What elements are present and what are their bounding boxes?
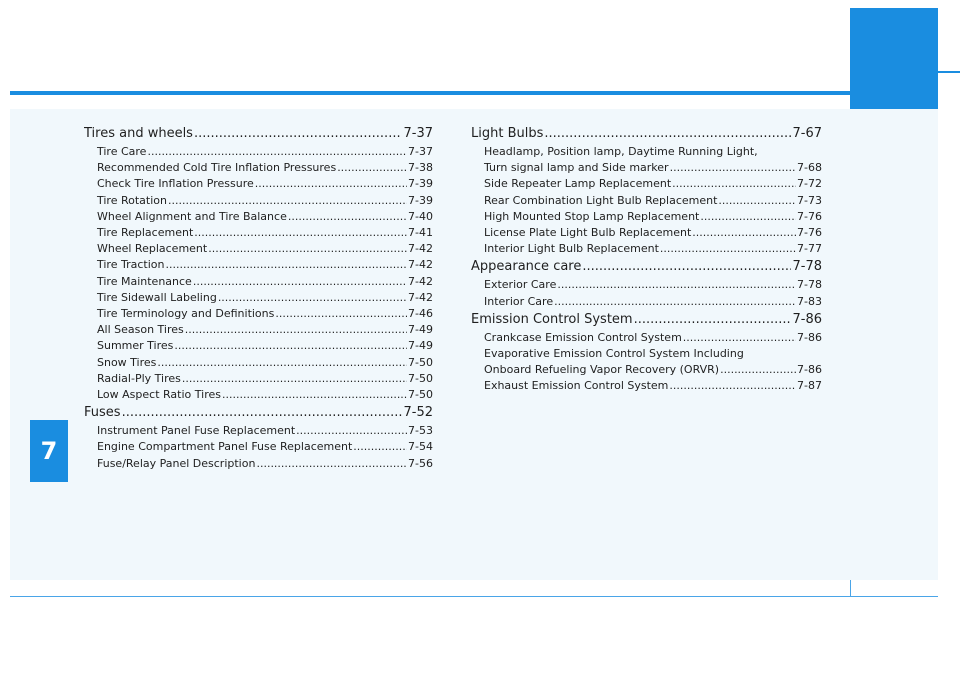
toc-entry[interactable] bbox=[471, 209, 822, 225]
toc-page-number: 7-42 bbox=[408, 274, 433, 288]
toc-leader-dots bbox=[222, 387, 407, 403]
toc-title: Exterior Care bbox=[484, 278, 557, 292]
toc-title: Tire Care bbox=[97, 145, 147, 158]
chapter-tab[interactable] bbox=[30, 420, 68, 482]
toc-entry[interactable] bbox=[84, 290, 433, 306]
toc-page-number: 7-49 bbox=[408, 339, 433, 353]
toc-title: Tire Maintenance bbox=[97, 274, 192, 288]
toc-leader-dots bbox=[194, 225, 407, 241]
toc-leader-dots bbox=[544, 124, 791, 144]
toc-page-number: 7-78 bbox=[797, 278, 822, 292]
toc-leader-dots bbox=[122, 403, 403, 423]
toc-leader-dots bbox=[147, 144, 407, 160]
toc-title: Engine Compartment Panel Fuse Replacement bbox=[97, 440, 353, 454]
toc-page-number: 7-68 bbox=[797, 161, 822, 175]
toc-entry[interactable] bbox=[84, 306, 433, 322]
toc-leader-dots bbox=[208, 241, 407, 257]
toc-leader-dots bbox=[554, 294, 796, 310]
toc-title: Snow Tires bbox=[97, 355, 157, 369]
toc-page-number: 7-42 bbox=[408, 290, 433, 304]
toc-page-number: 7-76 bbox=[797, 209, 822, 223]
toc-entry[interactable] bbox=[471, 277, 822, 293]
toc-section[interactable] bbox=[471, 310, 822, 330]
toc-title: Tire Terminology and Definitions bbox=[97, 307, 275, 321]
toc-entry[interactable] bbox=[84, 257, 433, 273]
toc-page-number: 7-72 bbox=[797, 177, 822, 191]
toc-page-number: 7-39 bbox=[408, 177, 433, 191]
toc-page-number: 7-50 bbox=[408, 388, 433, 402]
toc-entry[interactable] bbox=[471, 378, 822, 394]
toc-leader-dots bbox=[660, 241, 796, 257]
toc-leader-dots bbox=[275, 306, 407, 322]
toc-entry-continued[interactable]: Headlamp, Position lamp, Daytime Running Light, bbox=[484, 145, 758, 158]
toc-title: Appearance care bbox=[471, 259, 582, 275]
toc-entry[interactable] bbox=[84, 241, 433, 257]
toc-entry[interactable] bbox=[84, 209, 433, 225]
toc-leader-dots bbox=[168, 193, 407, 209]
toc-title: Tires and wheels bbox=[84, 126, 193, 141]
toc-page-number: 7-73 bbox=[797, 193, 822, 207]
toc-leader-dots bbox=[672, 176, 796, 192]
toc-title: Check Tire Inflation Pressure bbox=[97, 177, 254, 191]
toc-leader-dots bbox=[296, 423, 407, 439]
toc-title: Wheel Alignment and Tire Balance bbox=[97, 209, 287, 223]
toc-leader-dots bbox=[718, 193, 796, 209]
header-rule-right bbox=[938, 71, 960, 73]
toc-page-number: 7-42 bbox=[408, 258, 433, 272]
toc-title: Interior Light Bulb Replacement bbox=[484, 242, 659, 256]
toc-title: Tire Traction bbox=[97, 258, 165, 272]
toc-leader-dots bbox=[157, 355, 407, 371]
chapter-number: 7 bbox=[40, 437, 58, 465]
toc-page-number: 7-39 bbox=[408, 193, 433, 207]
toc-leader-dots bbox=[218, 290, 407, 306]
toc-leader-dots bbox=[337, 160, 407, 176]
toc-title: Tire Rotation bbox=[97, 193, 167, 207]
toc-leader-dots bbox=[557, 277, 796, 293]
toc-entry[interactable] bbox=[471, 362, 822, 378]
toc-entry[interactable] bbox=[471, 176, 822, 192]
toc-entry[interactable] bbox=[471, 225, 822, 241]
toc-entry-continued[interactable]: Evaporative Emission Control System Including bbox=[484, 347, 744, 361]
toc-page-number: 7-86 bbox=[797, 363, 822, 377]
toc-title: Exhaust Emission Control System bbox=[484, 379, 669, 393]
toc-entry[interactable] bbox=[84, 176, 433, 192]
toc-page-number: 7-86 bbox=[797, 330, 822, 344]
toc-title: All Season Tires bbox=[97, 323, 184, 337]
toc-entry[interactable] bbox=[84, 423, 433, 439]
toc-title: Fuse/Relay Panel Description bbox=[97, 456, 256, 470]
toc-title: Summer Tires bbox=[97, 339, 174, 353]
toc-title: Rear Combination Light Bulb Replacement bbox=[484, 193, 718, 207]
toc-page-number: 7-53 bbox=[408, 424, 433, 438]
toc-page-number: 7-86 bbox=[792, 311, 822, 327]
toc-leader-dots bbox=[700, 209, 796, 225]
toc-title: Light Bulbs bbox=[471, 126, 544, 141]
toc-title: Onboard Refueling Vapor Recovery (ORVR) bbox=[484, 363, 720, 377]
toc-leader-dots bbox=[634, 310, 792, 330]
toc-title: Low Aspect Ratio Tires bbox=[97, 388, 221, 402]
toc-title: High Mounted Stop Lamp Replacement bbox=[484, 209, 700, 223]
toc-title: Emission Control System bbox=[471, 311, 633, 327]
toc-leader-dots bbox=[185, 322, 407, 338]
toc-page-number: 7-50 bbox=[408, 371, 433, 385]
toc-leader-dots bbox=[288, 209, 407, 225]
toc-title: Turn signal lamp and Side marker bbox=[484, 161, 669, 175]
toc-leader-dots bbox=[256, 456, 407, 472]
toc-leader-dots bbox=[692, 225, 796, 241]
toc-leader-dots bbox=[194, 124, 403, 144]
toc-page-number: 7-46 bbox=[408, 307, 433, 321]
toc-section[interactable] bbox=[84, 403, 433, 423]
toc-page-number: 7-76 bbox=[797, 226, 822, 240]
toc-title: Crankcase Emission Control System bbox=[484, 330, 682, 344]
toc-entry[interactable] bbox=[471, 330, 822, 346]
toc-title: Fuses bbox=[84, 405, 121, 421]
toc-entry[interactable] bbox=[84, 439, 433, 455]
toc-entry[interactable] bbox=[84, 144, 433, 160]
toc-leader-dots bbox=[255, 176, 407, 192]
toc-title: Wheel Replacement bbox=[97, 242, 208, 256]
toc-page-number: 7-78 bbox=[792, 259, 822, 275]
toc-title: License Plate Light Bulb Replacement bbox=[484, 226, 692, 240]
toc-leader-dots bbox=[582, 257, 791, 277]
toc-entry[interactable] bbox=[471, 193, 822, 209]
corner-color-block bbox=[850, 8, 938, 109]
toc-page-number: 7-41 bbox=[408, 226, 433, 240]
toc-leader-dots bbox=[353, 439, 407, 455]
toc-page-number: 7-67 bbox=[792, 126, 822, 141]
toc-title: Recommended Cold Tire Inflation Pressures bbox=[97, 161, 337, 175]
toc-entry[interactable] bbox=[84, 338, 433, 354]
toc-page-number: 7-77 bbox=[797, 242, 822, 256]
header-rule bbox=[10, 91, 850, 95]
toc-leader-dots bbox=[670, 160, 796, 176]
toc-entry[interactable] bbox=[84, 387, 433, 403]
toc-page-number: 7-56 bbox=[408, 456, 433, 470]
toc-left-column bbox=[84, 124, 433, 472]
toc-entry[interactable] bbox=[84, 160, 433, 176]
toc-leader-dots bbox=[174, 338, 407, 354]
toc-entry[interactable] bbox=[84, 456, 433, 472]
toc-entry[interactable] bbox=[84, 322, 433, 338]
toc-page-number: 7-54 bbox=[408, 440, 433, 454]
toc-section[interactable] bbox=[471, 257, 822, 277]
toc-title: Side Repeater Lamp Replacement bbox=[484, 177, 672, 191]
toc-page-number: 7-49 bbox=[408, 323, 433, 337]
toc-leader-dots bbox=[683, 330, 796, 346]
toc-page-number: 7-42 bbox=[408, 242, 433, 256]
toc-section[interactable] bbox=[471, 124, 822, 144]
toc-leader-dots bbox=[182, 371, 407, 387]
toc-entry[interactable] bbox=[471, 160, 822, 176]
toc-entry[interactable] bbox=[84, 225, 433, 241]
toc-page-number: 7-52 bbox=[403, 405, 433, 421]
toc-entry[interactable] bbox=[471, 241, 822, 257]
toc-entry[interactable] bbox=[471, 294, 822, 310]
toc-right-column bbox=[471, 124, 822, 395]
toc-leader-dots bbox=[193, 274, 407, 290]
toc-title: Instrument Panel Fuse Replacement bbox=[97, 424, 296, 438]
toc-title: Radial-Ply Tires bbox=[97, 371, 181, 385]
toc-entry[interactable] bbox=[84, 371, 433, 387]
toc-page-number: 7-87 bbox=[797, 379, 822, 393]
footer-rule bbox=[10, 596, 938, 597]
toc-page-number: 7-38 bbox=[408, 161, 433, 175]
toc-section[interactable] bbox=[84, 124, 433, 144]
toc-page-number: 7-50 bbox=[408, 355, 433, 369]
toc-page-number: 7-37 bbox=[403, 126, 433, 141]
toc-title: Interior Care bbox=[484, 294, 554, 308]
toc-leader-dots bbox=[720, 362, 796, 378]
toc-page-number: 7-83 bbox=[797, 294, 822, 308]
toc-leader-dots bbox=[165, 257, 407, 273]
toc-title: Tire Sidewall Labeling bbox=[97, 290, 217, 304]
toc-entry[interactable] bbox=[84, 274, 433, 290]
toc-title: Tire Replacement bbox=[97, 226, 194, 240]
toc-page-number: 7-37 bbox=[408, 145, 433, 158]
toc-page-number: 7-40 bbox=[408, 209, 433, 223]
toc-entry[interactable] bbox=[84, 193, 433, 209]
toc-leader-dots bbox=[669, 378, 796, 394]
toc-entry[interactable] bbox=[84, 355, 433, 371]
